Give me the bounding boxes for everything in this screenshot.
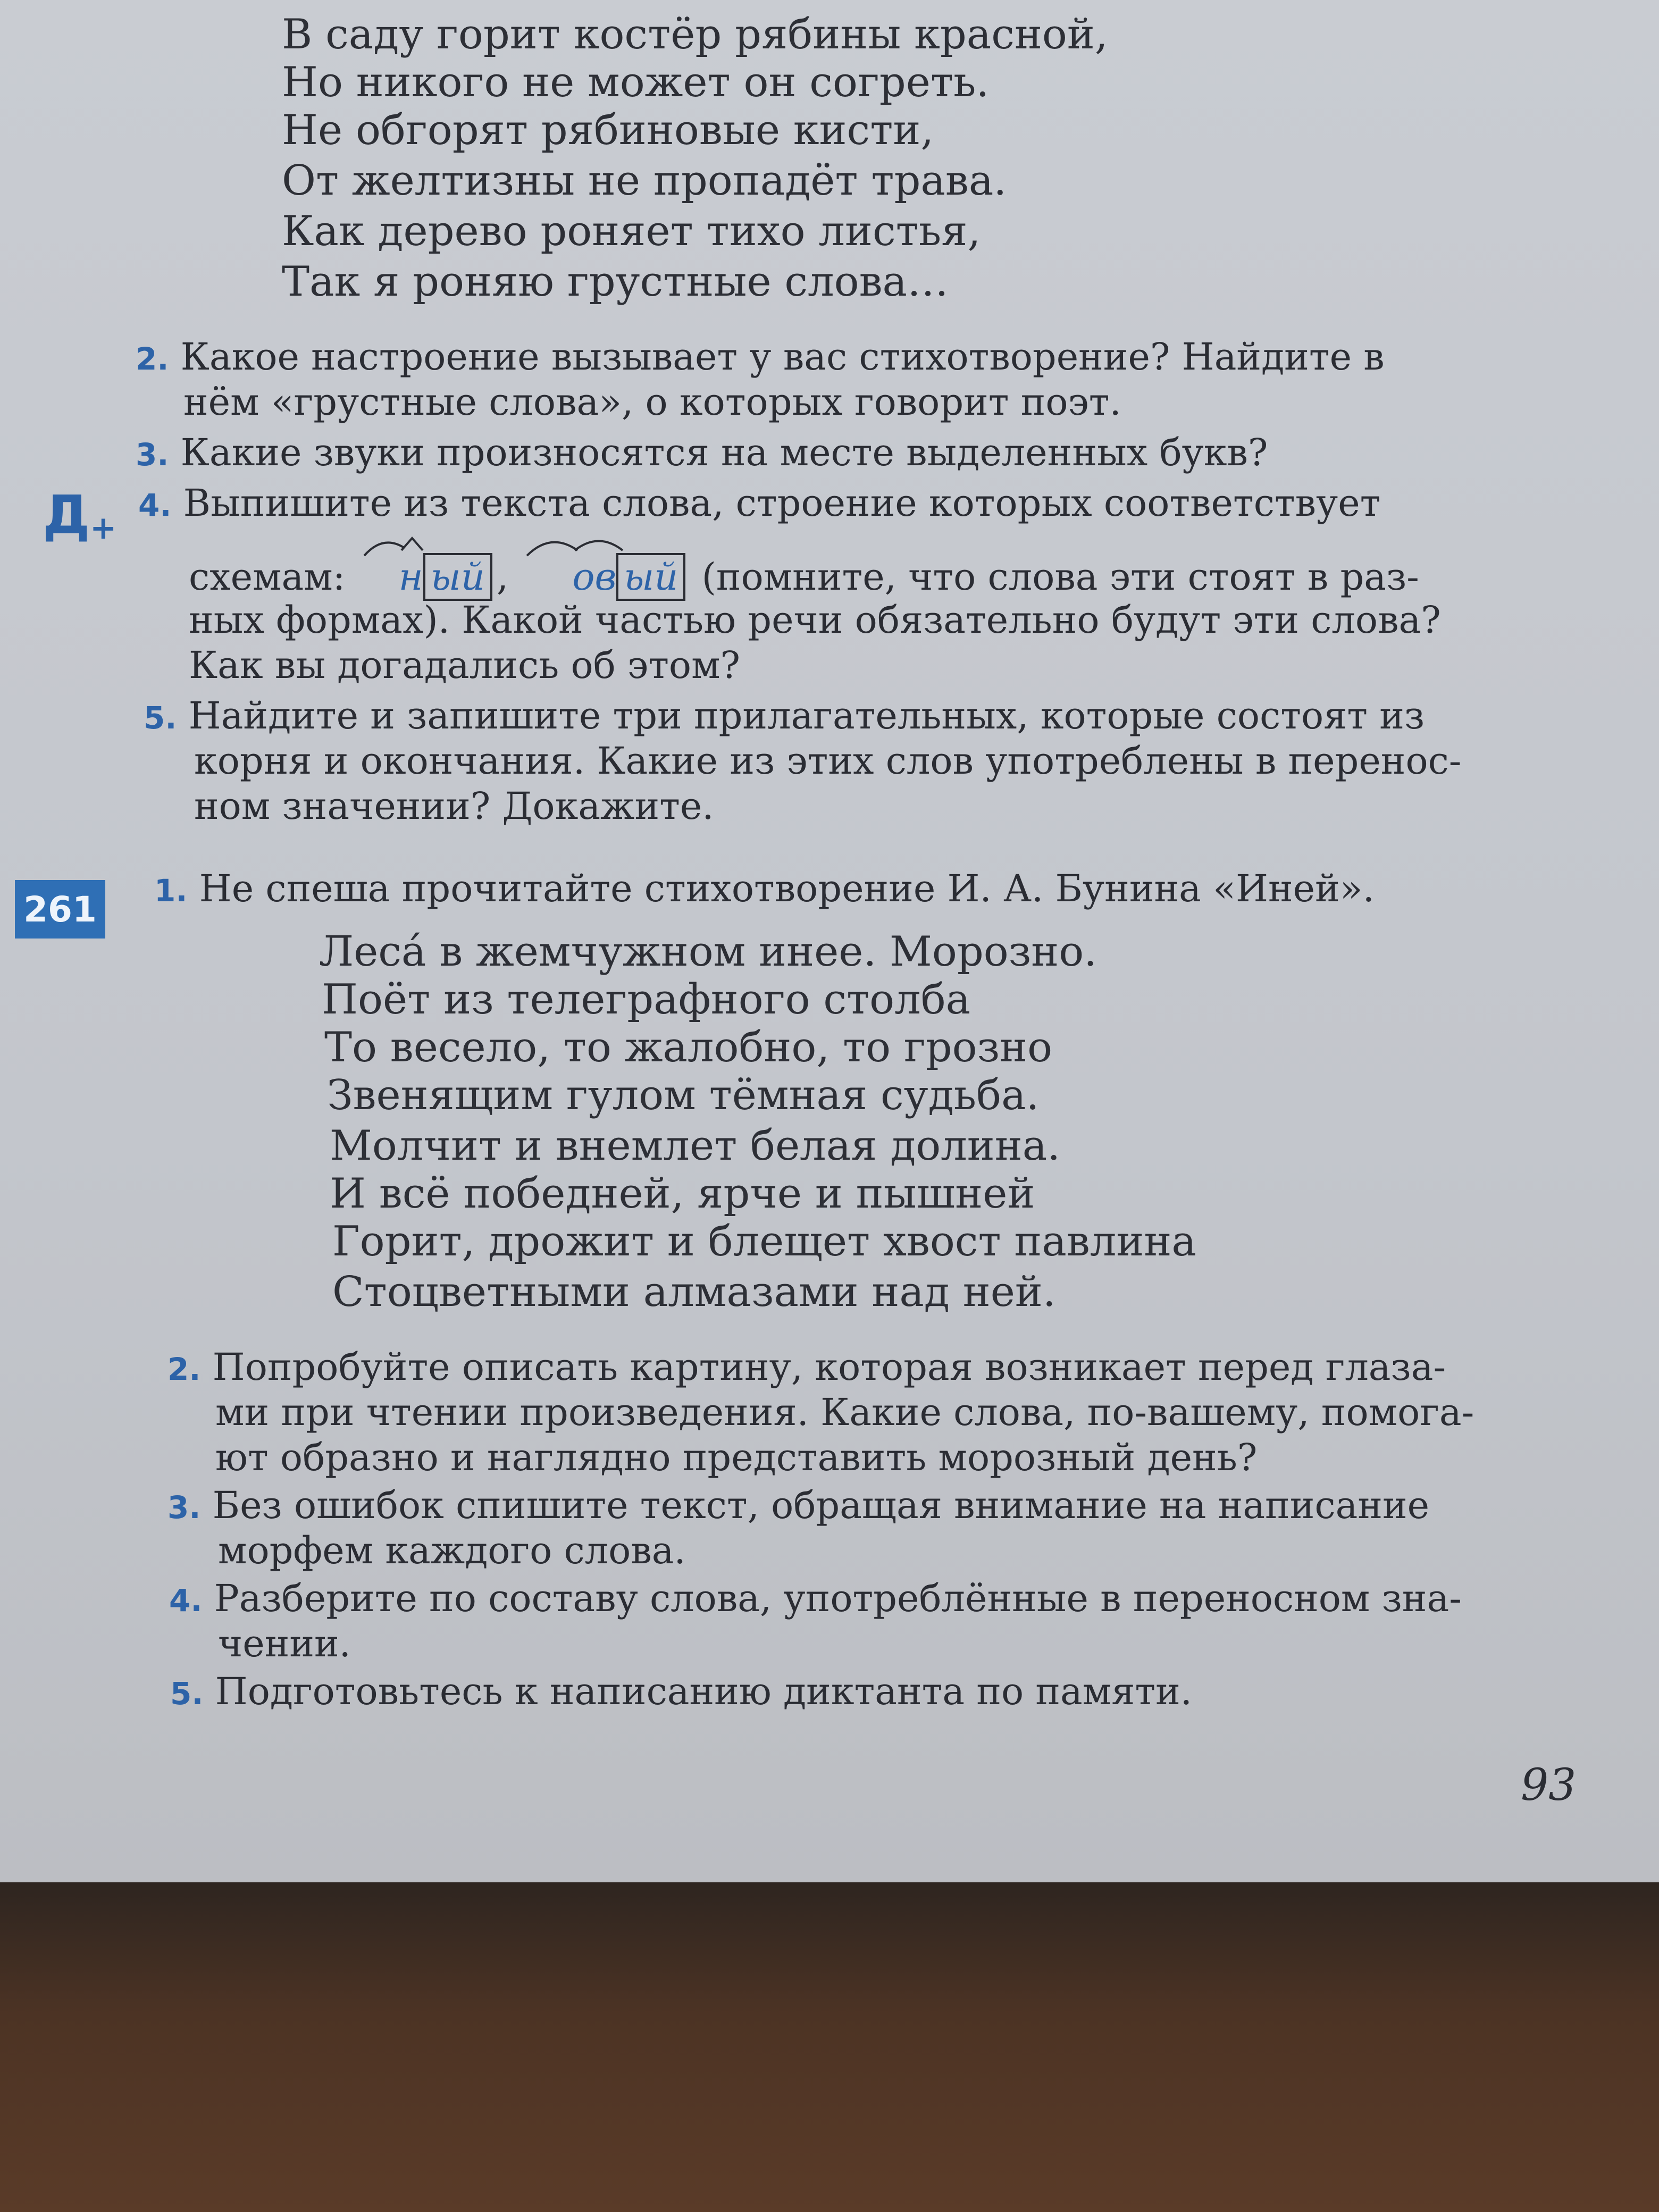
morpheme-scheme-2 xyxy=(524,553,685,601)
poem2-line-6: И всё победней, ярче и пышней xyxy=(330,1170,1035,1218)
task1-4-cont-1: ных формах). Какой частью речи обязательно будут эти слова? xyxy=(189,598,1441,642)
poem1-line-4: От желтизны не пропадёт трава. xyxy=(282,157,1007,205)
poem1-line-6: Так я роняю грустные слова… xyxy=(282,258,949,306)
table-surface xyxy=(0,1882,1659,2212)
scheme-suffix: н xyxy=(398,555,423,599)
difficulty-mark xyxy=(43,484,116,547)
poem1-line-5: Как дерево роняет тихо листья, xyxy=(282,207,981,255)
task1-4-schemes-line xyxy=(189,553,1419,601)
task2-2-cont-1: ми при чтении произведения. Какие слова, по-вашему, помога- xyxy=(215,1390,1474,1434)
task1-2-cont: нём «грустные слова», о которых говорит поэт. xyxy=(183,380,1121,424)
task-text: Найдите и запишите три прилагательных, которые состоят из xyxy=(188,694,1425,738)
morpheme-scheme-1 xyxy=(362,553,492,601)
task2-5 xyxy=(170,1670,1192,1713)
root-arc-icon xyxy=(524,532,694,558)
task2-2-cont-2: ют образно и наглядно представить морозный день? xyxy=(215,1436,1258,1479)
task-number: 5. xyxy=(144,700,177,736)
scheme-suffix: ов xyxy=(572,555,617,599)
scheme-ending: ый xyxy=(616,553,685,601)
task-number: 3. xyxy=(167,1489,201,1526)
task-number: 2. xyxy=(167,1351,201,1387)
task-number: 3. xyxy=(136,437,169,473)
task2-3 xyxy=(167,1484,1429,1527)
root-arc-icon xyxy=(362,532,521,558)
task1-2 xyxy=(136,335,1385,379)
task2-3-cont: морфем каждого слова. xyxy=(218,1529,686,1572)
task1-5-cont-2: ном значении? Докажите. xyxy=(194,784,714,828)
poem2-line-5: Молчит и внемлет белая долина. xyxy=(330,1122,1061,1170)
poem1-line-3: Не обгорят рябиновые кисти, xyxy=(282,106,934,154)
task-number: 1. xyxy=(154,873,188,909)
task1-4-cont-2: Как вы догадались об этом? xyxy=(189,643,741,687)
scheme-ending: ый xyxy=(423,553,492,601)
task1-3 xyxy=(136,431,1268,474)
poem2-line-2: Поёт из телеграфного столба xyxy=(322,976,971,1024)
task1-5 xyxy=(144,694,1425,738)
task-number: 5. xyxy=(170,1675,204,1712)
task-number: 4. xyxy=(169,1582,203,1619)
task-text: Какие звуки произносятся на месте выделенных букв? xyxy=(180,431,1268,474)
task-text: Подготовьтесь к написанию диктанта по памяти. xyxy=(215,1670,1193,1713)
task-text: Попробуйте описать картину, которая возникает перед глаза- xyxy=(212,1345,1446,1389)
task-text: Не спеша прочитайте стихотворение И. А. Бунина «Иней». xyxy=(199,867,1375,910)
poem2-line-8: Стоцветными алмазами над ней. xyxy=(332,1268,1056,1316)
task2-2 xyxy=(167,1345,1446,1389)
task-text: Выпишите из текста слова, строение которых соответствует xyxy=(183,481,1381,525)
task-text: Без ошибок спишите текст, обращая внимание на написание xyxy=(212,1484,1430,1527)
task-text: Разберите по составу слова, употреблённые в переносном зна- xyxy=(214,1577,1462,1620)
poem1-line-1: В саду горит костёр рябины красной, xyxy=(282,11,1108,58)
task2-4-cont: чении. xyxy=(218,1622,351,1665)
task1-5-cont-1: корня и окончания. Какие из этих слов употреблены в перенос- xyxy=(194,739,1462,783)
task2-4 xyxy=(169,1577,1462,1620)
scheme-separator: , xyxy=(496,555,509,599)
page-number: 93 xyxy=(1521,1760,1577,1811)
poem2-line-7: Горит, дрожит и блещет хвост павлина xyxy=(332,1218,1196,1266)
task1-4 xyxy=(138,481,1380,525)
poem1-line-2: Но никого не может он согреть. xyxy=(282,58,990,106)
task-number: 4. xyxy=(138,487,172,523)
exercise-title xyxy=(154,867,1375,910)
poem2-line-4: Звенящим гулом тёмная судьба. xyxy=(327,1071,1040,1119)
poem2-line-1: Леса́ в жемчужном инее. Морозно. xyxy=(319,928,1097,976)
mark-plus: + xyxy=(90,509,117,547)
mark-letter: Д xyxy=(43,484,90,546)
task-number: 2. xyxy=(136,341,169,377)
task-text: (помните, что слова эти стоят в раз- xyxy=(701,555,1419,599)
poem2-line-3: То весело, то жалобно, то грозно xyxy=(324,1024,1053,1071)
task-text: Какое настроение вызывает у вас стихотворение? Найдите в xyxy=(180,335,1385,379)
exercise-number-badge: 261 xyxy=(15,880,105,939)
schemes-label: схемам: xyxy=(189,555,346,599)
